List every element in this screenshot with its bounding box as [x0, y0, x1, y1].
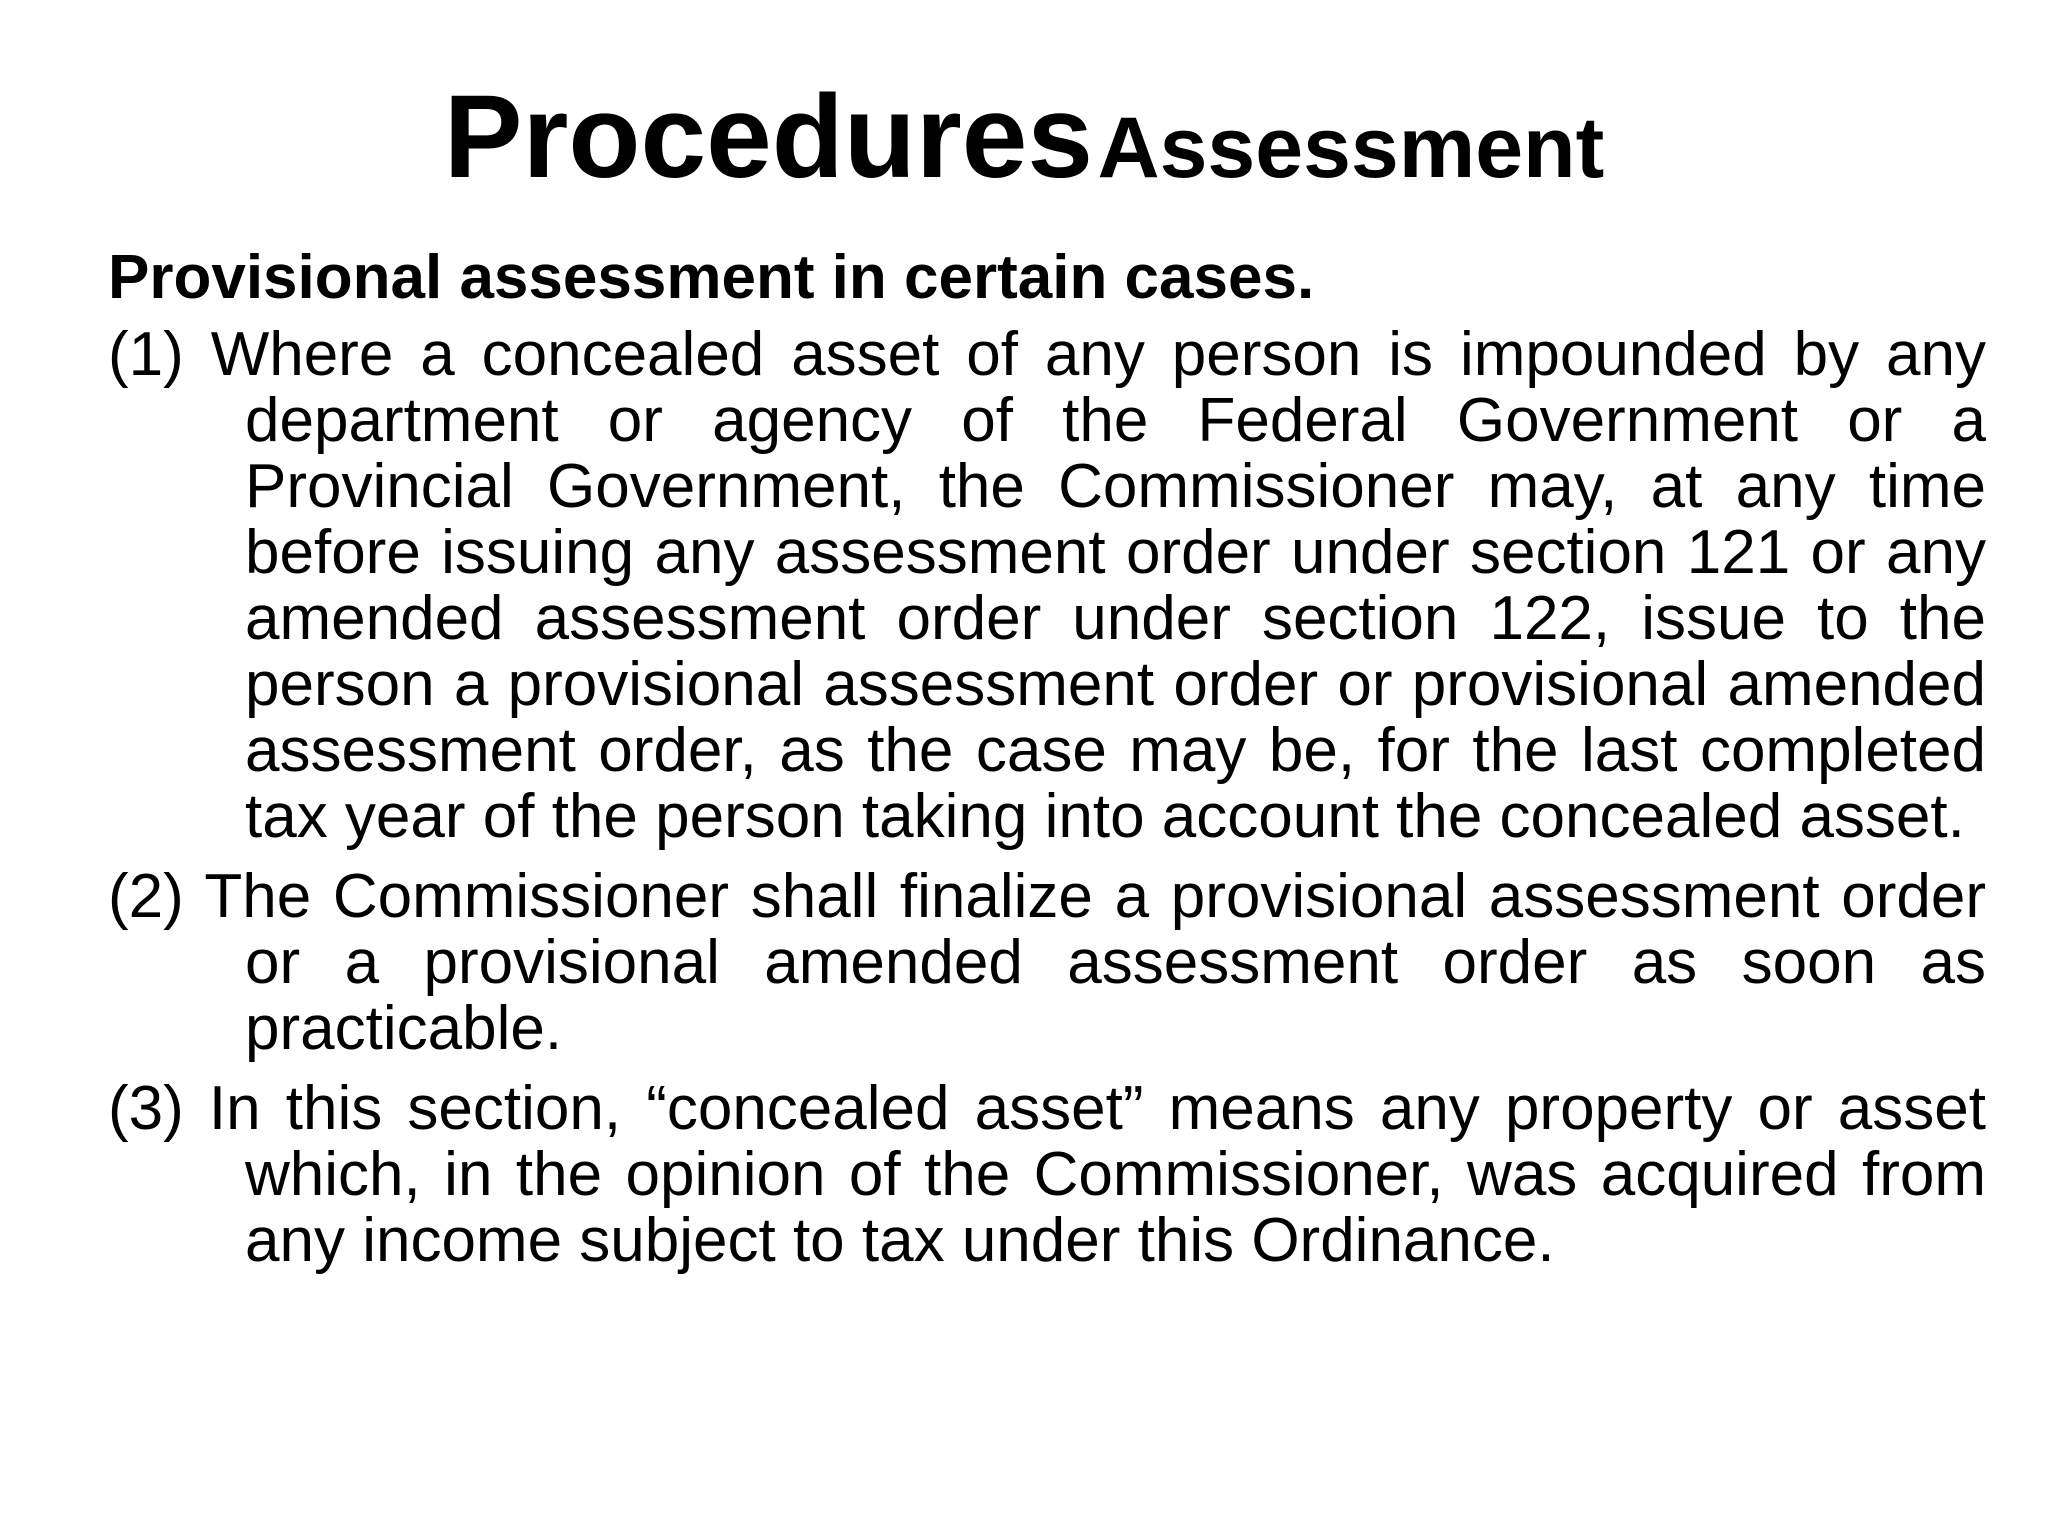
paragraph-3 — [108, 1076, 1986, 1274]
paragraph-text: In this section, “concealed asset” means any property or asset which, in the opinion of the Commissioner, was acquired from any income subject to tax under this Ordinance. — [208, 1074, 1986, 1275]
paragraph-1 — [108, 322, 1986, 850]
paragraph-text: Where a concealed asset of any person is impounded by any department or agency of the Federal Government or a Provincial Government, the Commissioner may, at any time before issuing any assessment order under section 121 or any amended assessment order under section 122, issue to the person a provisional assessment order or provisional amended assessment order, as the case may be, for the last completed tax year of the person taking into account the concealed asset. — [210, 320, 1986, 851]
slide-title — [0, 70, 2048, 206]
title-sub: Assessment — [1097, 100, 1605, 196]
paragraph-2 — [108, 864, 1986, 1062]
paragraph-number: (2) — [108, 862, 184, 931]
paragraph-number: (1) — [108, 320, 184, 389]
paragraph-text: The Commissioner shall finalize a provisional assessment order or a provisional amended assessment order as soon as practicable. — [204, 862, 1986, 1063]
section-heading: Provisional assessment in certain cases. — [108, 243, 1315, 312]
slide-content — [108, 238, 1986, 1288]
paragraph-number: (3) — [108, 1074, 184, 1143]
title-main: Procedures — [443, 71, 1094, 203]
